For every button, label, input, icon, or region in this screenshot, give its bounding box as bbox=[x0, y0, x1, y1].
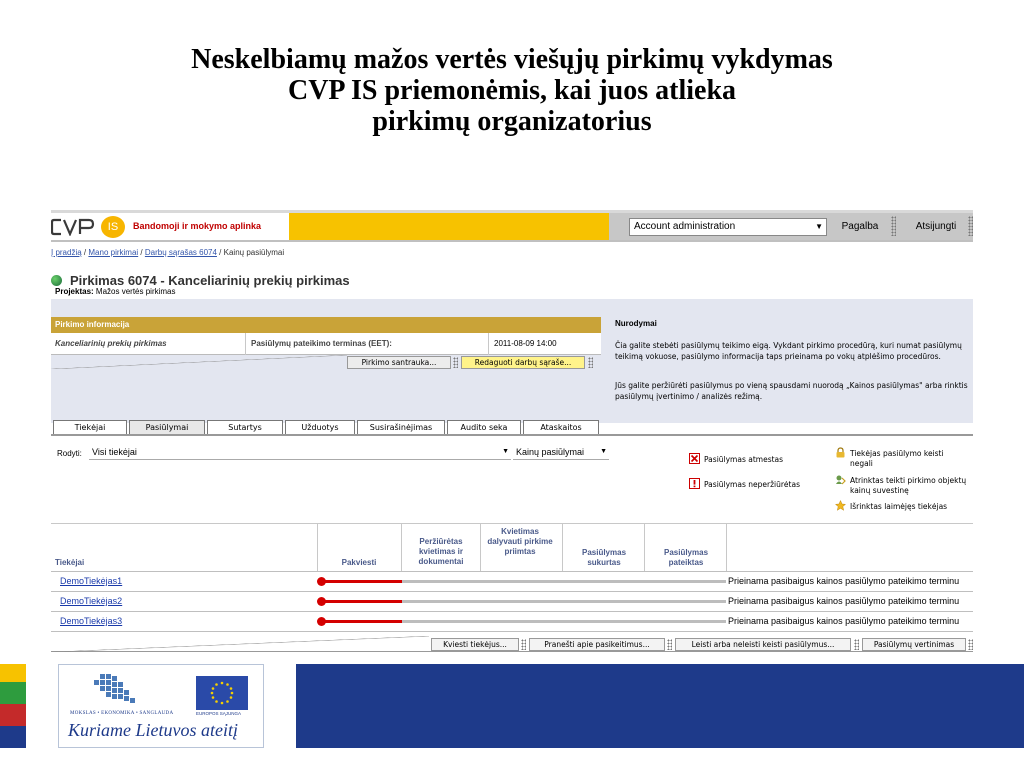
procurement-info-row bbox=[51, 333, 601, 355]
footer-blue-band bbox=[296, 664, 1024, 748]
environment-label: Bandomoji ir mokymo aplinka bbox=[133, 221, 262, 231]
column-header-accepted: Kvietimas dalyvauti pirkime priimtas bbox=[487, 527, 553, 556]
column-divider bbox=[562, 523, 563, 571]
legend-selected-change bbox=[835, 474, 966, 496]
edit-in-worklist-button[interactable]: Redaguoti darbų sąraše... bbox=[461, 356, 585, 369]
supplier-filter-value: Visi tiekėjai bbox=[92, 447, 137, 457]
column-divider bbox=[401, 523, 402, 571]
grid-top-border bbox=[51, 523, 973, 524]
column-header-submitted: Pasiūlymas pateiktas bbox=[663, 548, 709, 567]
legend-unreviewed-label: Pasiūlymas neperžiūrėtas bbox=[704, 480, 800, 489]
grid-header-border bbox=[51, 571, 973, 572]
eu-flag-icon bbox=[196, 676, 248, 710]
flag-stripe-green bbox=[0, 682, 26, 704]
tab-correspondence[interactable]: Susirašinėjimas bbox=[357, 420, 445, 434]
toolbar-ramp bbox=[51, 636, 429, 652]
page-title: Pirkimas 6074 - Kanceliarinių prekių pirkimas bbox=[70, 273, 350, 288]
lock-icon bbox=[835, 447, 846, 458]
column-divider bbox=[480, 523, 481, 571]
cvp-logo[interactable] bbox=[51, 218, 99, 236]
breadcrumb-home[interactable]: Į pradžią bbox=[51, 248, 82, 257]
allow-change-offers-button[interactable]: Leisti arba neleisti keisti pasiūlymus... bbox=[675, 638, 851, 651]
is-badge: IS bbox=[101, 216, 125, 238]
help-button[interactable]: Pagalba bbox=[841, 221, 879, 232]
column-divider bbox=[644, 523, 645, 571]
progress-dot-icon bbox=[317, 597, 326, 606]
row-divider bbox=[51, 591, 973, 592]
breadcrumb-separator: / bbox=[140, 248, 143, 257]
legend-selected-change-label: kainų suvestinę bbox=[850, 486, 909, 495]
instructions-title: Nurodymai bbox=[615, 319, 657, 328]
toolbar-ramp bbox=[51, 355, 347, 369]
legend-cannot-change-label: negali bbox=[850, 459, 873, 468]
offer-type-select[interactable] bbox=[513, 445, 609, 460]
bottom-toolbar bbox=[51, 636, 973, 652]
chevron-down-icon: ▼ bbox=[815, 222, 823, 231]
toolbar-grip-icon bbox=[453, 357, 458, 368]
account-select[interactable] bbox=[629, 218, 827, 236]
selected-change-icon bbox=[835, 474, 846, 485]
unreviewed-icon bbox=[689, 478, 700, 489]
column-header-suppliers: Tiekėjai bbox=[55, 558, 85, 567]
footer-slogan: Kuriame Lietuvos ateitį bbox=[68, 720, 238, 740]
supplier-link[interactable]: DemoTiekėjas1 bbox=[60, 576, 123, 586]
rejected-icon bbox=[689, 453, 700, 464]
account-select-value: Account administration bbox=[634, 221, 736, 232]
tab-audit[interactable]: Audito seka bbox=[447, 420, 521, 434]
notify-changes-button[interactable]: Pranešti apie pasikeitimus... bbox=[529, 638, 665, 651]
legend-unreviewed bbox=[689, 478, 800, 490]
cell-divider bbox=[245, 333, 246, 355]
cell-divider bbox=[488, 333, 489, 355]
flag-stripe-yellow bbox=[0, 664, 26, 682]
column-header-created: Pasiūlymas sukurtas bbox=[581, 548, 627, 567]
project-label: Projektas: bbox=[55, 287, 94, 296]
breadcrumb-my-procurements[interactable]: Mano pirkimai bbox=[88, 248, 139, 257]
header-divider bbox=[51, 240, 973, 242]
progress-fill bbox=[321, 600, 402, 603]
ministry-logo-icon bbox=[92, 672, 136, 708]
procurement-info-panel bbox=[51, 317, 601, 365]
column-header-reviewed: Peržiūrėtas kvietimas ir dokumentai bbox=[418, 537, 464, 566]
winner-star-icon bbox=[835, 500, 846, 511]
tab-bar bbox=[51, 420, 973, 434]
row-status: Prieinama pasibaigus kainos pasiūlymo pateikimo terminu bbox=[728, 576, 960, 586]
column-header-invited: Pakviesti bbox=[341, 558, 377, 567]
project-value: Mažos vertės pirkimas bbox=[95, 287, 176, 296]
deadline-label: Pasiūlymų pateikimo terminas (EET): bbox=[251, 339, 392, 348]
slide-title-line: Neskelbiamų mažos vertės viešųjų pirkimų vykdymas bbox=[191, 44, 833, 75]
show-label: Rodyti: bbox=[57, 449, 82, 458]
instructions-paragraph: Čia galite stebėti pasiūlymų teikimo eigą. Vykdant pirkimo procedūrą, kuri numat pasiūlymų teikimą vokuose, pasiūlymo informacija taps prieinama po vokų atplėšimo procedūros. bbox=[615, 341, 962, 361]
logout-button[interactable]: Atsijungti bbox=[915, 221, 957, 232]
chevron-down-icon: ▼ bbox=[502, 448, 509, 455]
toolbar-grip-icon bbox=[667, 639, 672, 650]
slide-title bbox=[0, 44, 1024, 137]
procurement-info-header: Pirkimo informacija bbox=[51, 317, 601, 333]
legend-cannot-change-label: Tiekėjas pasiūlymo keisti bbox=[850, 449, 944, 458]
breadcrumb-separator: / bbox=[83, 248, 87, 257]
legend-cannot-change bbox=[835, 447, 944, 469]
tab-contracts[interactable]: Sutartys bbox=[207, 420, 283, 434]
breadcrumb-worklist[interactable]: Darbų sąrašas 6074 bbox=[144, 248, 217, 257]
legend-winner-label: Išrinktas laimėjęs tiekėjas bbox=[850, 502, 948, 511]
progress-dot-icon bbox=[317, 577, 326, 586]
toolbar-grip-icon bbox=[891, 216, 896, 236]
row-divider bbox=[51, 611, 973, 612]
tab-offers[interactable]: Pasiūlymai bbox=[129, 420, 205, 434]
chevron-down-icon: ▼ bbox=[600, 448, 607, 455]
breadcrumb bbox=[51, 248, 284, 257]
progress-fill bbox=[321, 620, 402, 623]
toolbar-grip-icon bbox=[588, 357, 593, 368]
app-screenshot bbox=[51, 210, 973, 656]
procurement-info-toolbar bbox=[51, 355, 601, 369]
tab-suppliers[interactable]: Tiekėjai bbox=[53, 420, 127, 434]
offer-evaluation-button[interactable]: Pasiūlymų vertinimas bbox=[862, 638, 966, 651]
column-divider bbox=[726, 523, 727, 571]
tab-tasks[interactable]: Užduotys bbox=[285, 420, 355, 434]
tab-reports[interactable]: Ataskaitos bbox=[523, 420, 599, 434]
breadcrumb-separator: / bbox=[219, 248, 222, 257]
ministry-caption: MOKSLAS • EKONOMIKA • SANGLAUDA bbox=[70, 711, 174, 716]
row-status: Prieinama pasibaigus kainos pasiūlymo pateikimo terminu bbox=[728, 596, 960, 606]
supplier-filter-select[interactable] bbox=[89, 445, 511, 460]
procurement-name: Kanceliarinių prekių pirkimas bbox=[55, 339, 167, 348]
column-divider bbox=[317, 523, 318, 571]
flag-stripe-blue bbox=[0, 726, 26, 748]
toolbar-grip-icon bbox=[968, 216, 973, 236]
offer-type-value: Kainų pasiūlymai bbox=[516, 447, 585, 457]
deadline-value: 2011-08-09 14:00 bbox=[494, 339, 557, 348]
row-divider bbox=[51, 631, 973, 632]
progress-dot-icon bbox=[317, 617, 326, 626]
legend-winner bbox=[835, 500, 947, 512]
legend-selected-change-label: Atrinktas teikti pirkimo objektų bbox=[850, 476, 967, 485]
supplier-link[interactable]: DemoTiekėjas2 bbox=[60, 596, 123, 606]
flag-stripe-red bbox=[0, 704, 26, 726]
eu-caption: EUROPOS SĄJUNGA bbox=[196, 711, 242, 716]
progress-fill bbox=[321, 580, 402, 583]
project-line bbox=[55, 287, 176, 296]
invite-suppliers-button[interactable]: Kviesti tiekėjus... bbox=[431, 638, 519, 651]
procurement-summary-button[interactable]: Pirkimo santrauka... bbox=[347, 356, 451, 369]
globe-icon bbox=[51, 275, 62, 286]
toolbar-grip-icon bbox=[968, 639, 973, 650]
supplier-link[interactable]: DemoTiekėjas3 bbox=[60, 616, 123, 626]
breadcrumb-current: Kainų pasiūlymai bbox=[223, 248, 285, 257]
slide-title-line: CVP IS priemonėmis, kai juos atlieka bbox=[287, 75, 737, 106]
tab-baseline bbox=[51, 434, 973, 436]
slide-title-line: pirkimų organizatorius bbox=[372, 106, 652, 137]
row-status: Prieinama pasibaigus kainos pasiūlymo pateikimo terminu bbox=[728, 616, 960, 626]
toolbar-grip-icon bbox=[854, 639, 859, 650]
legend-rejected bbox=[689, 453, 783, 465]
header-yellow-band bbox=[289, 213, 609, 240]
toolbar-grip-icon bbox=[521, 639, 526, 650]
legend-rejected-label: Pasiūlymas atmestas bbox=[704, 455, 784, 464]
instructions-paragraph: Jūs galite peržiūrėti pasiūlymus po vieną spausdami nuorodą „Kainos pasiūlymas" arba rinktis pasiūlymų įvertinimo / analizės režimą. bbox=[615, 381, 968, 401]
